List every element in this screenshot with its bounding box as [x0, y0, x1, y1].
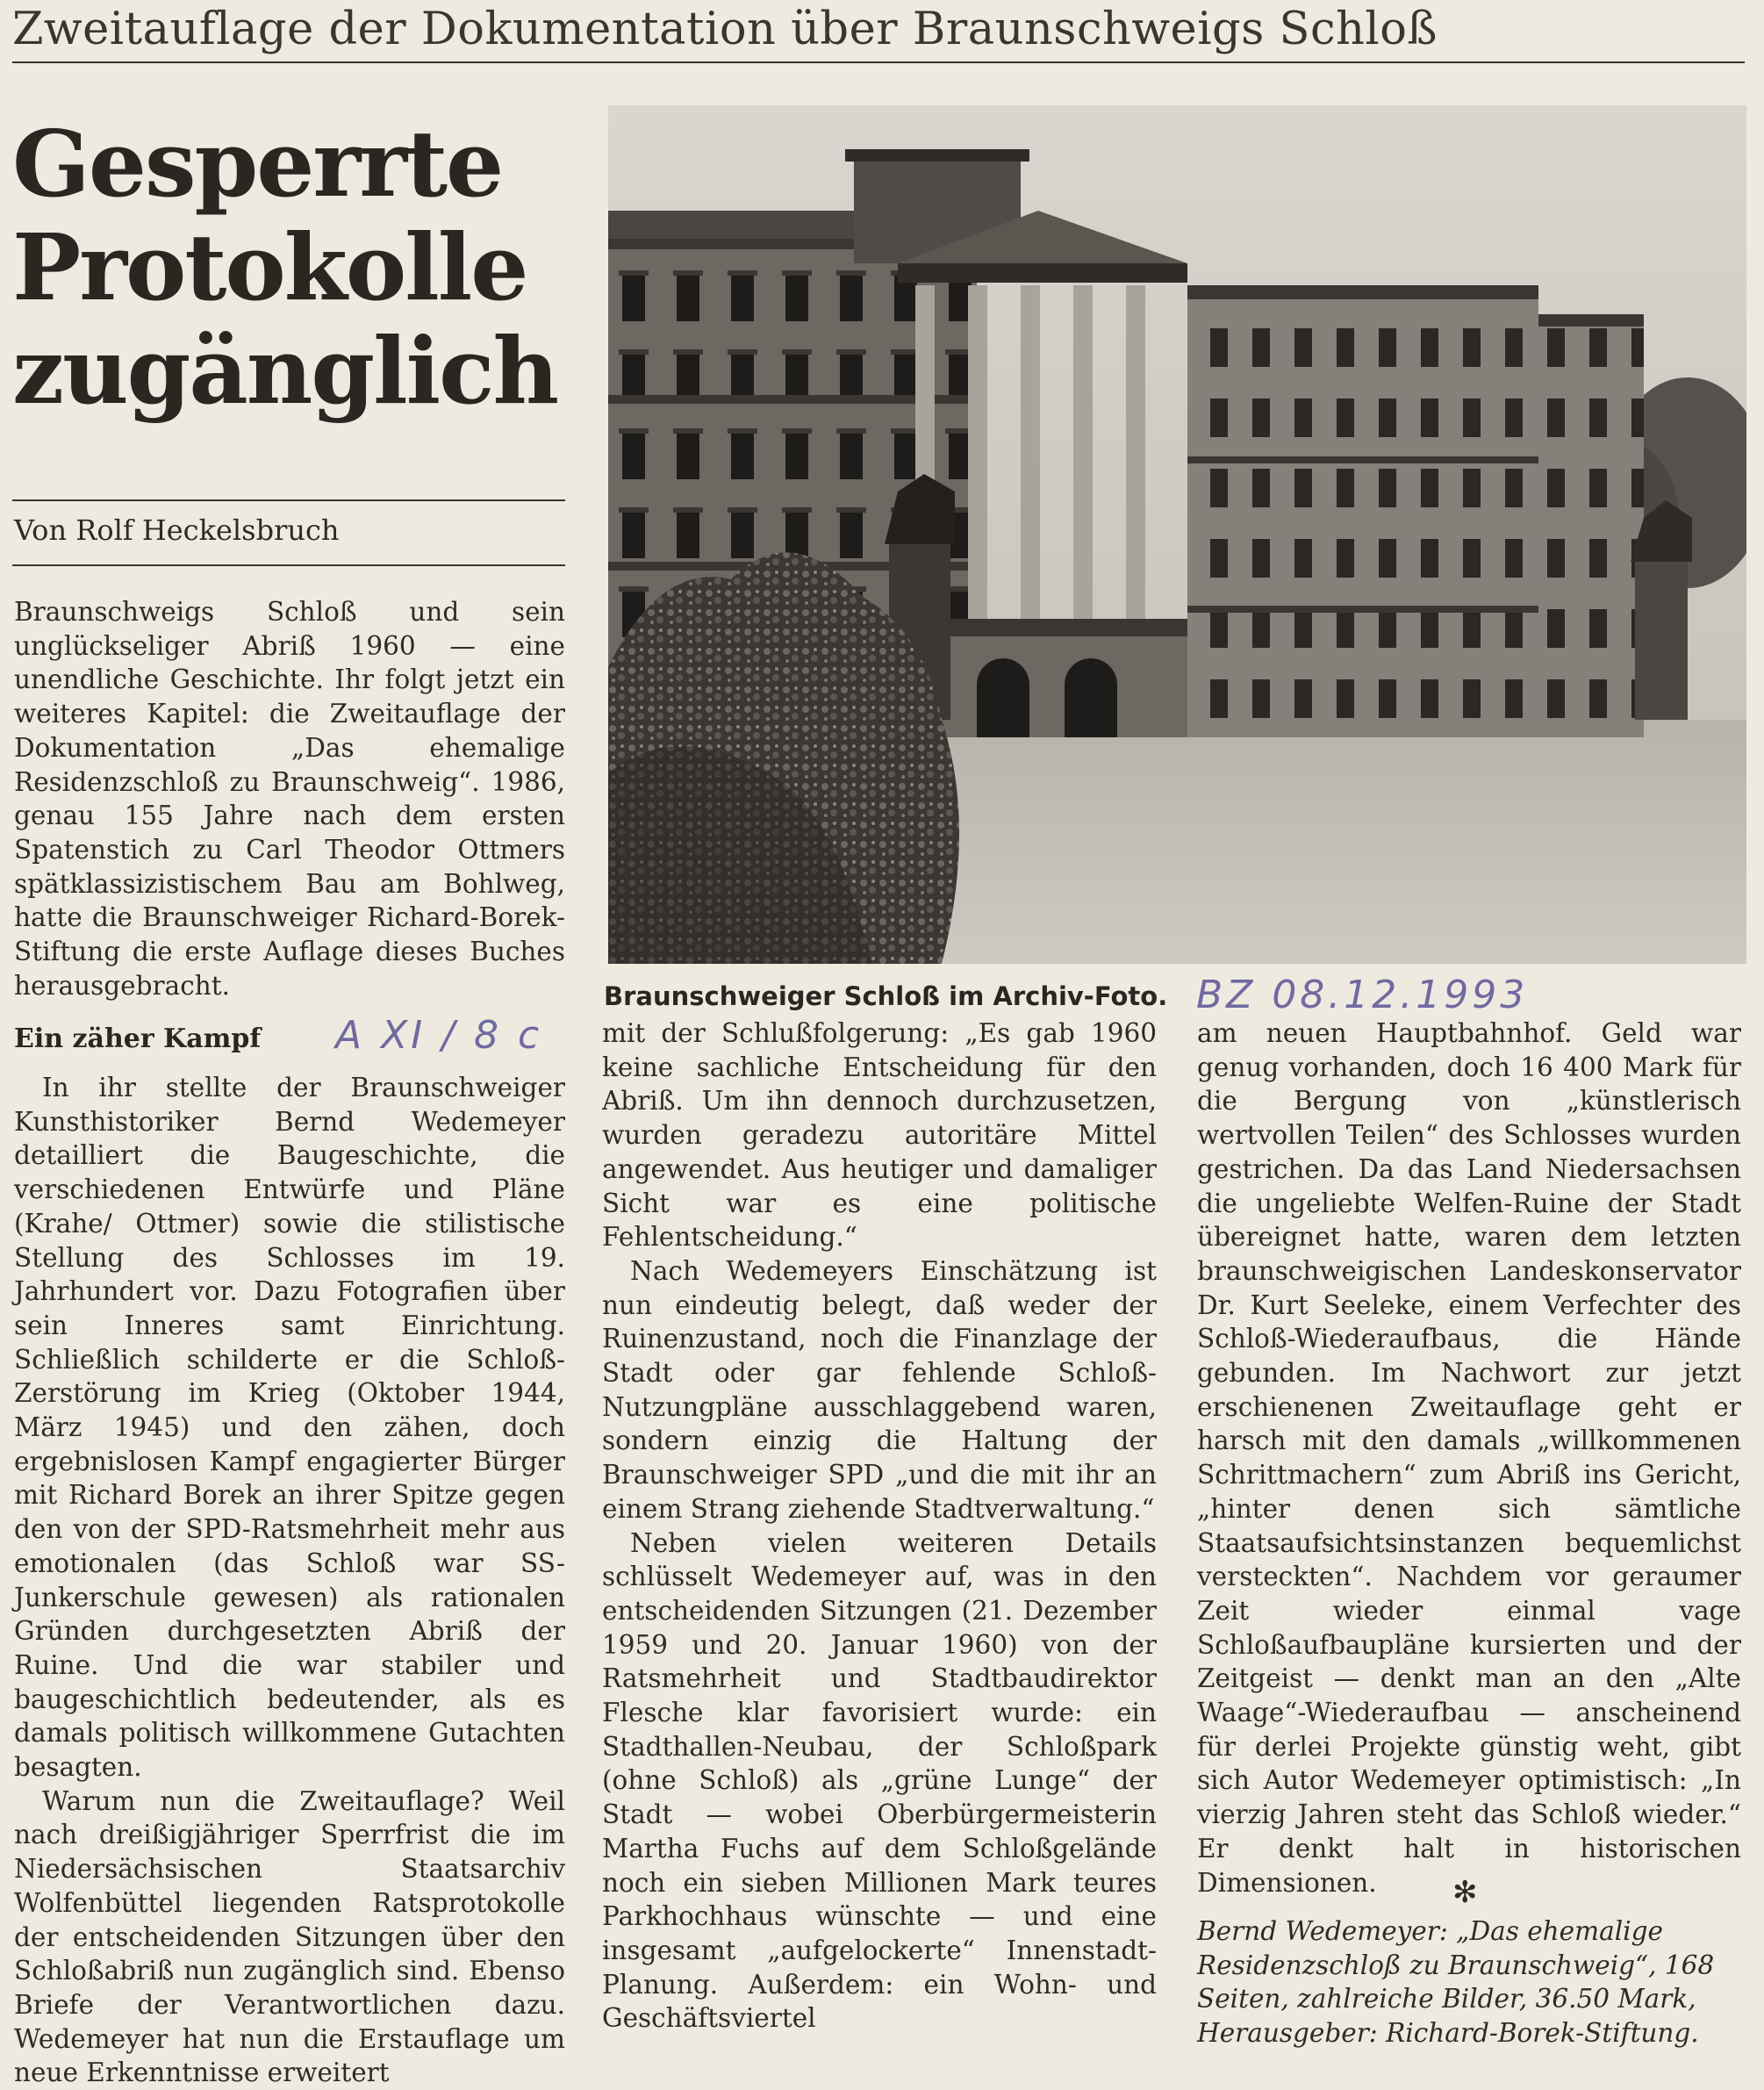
col3-paragraph-1: am neuen Hauptbahnhof. Geld war genug vorhanden, doch 16 400 Mark für die Bergung von „künstlerisch wertvollen Teilen“ des Schlosses wurden gestrichen. Da das Land Niedersachsen die ungeliebte Welfen-Ruine der Stadt übereignet hatte, waren dem letzten braunschweigischen Landeskonservator Dr. Kurt Seeleke, einem Verfechter des Schloß-Wiederaufbaus, die Hände gebunden. Im Nachwort zur jetzt erschienenen Zweitauflage geht er harsch mit den damals „willkommenen Schrittmachern“ zum Abriß ins Gericht, „hinter denen sich sämtliche Staatsaufsichtsinstanzen bequemlichst versteckten“. Nachdem vor geraumer Zeit wieder einmal vage Schloßaufbaupläne kursierten und der Zeitgeist — denkt man an den „Alte Waage“-Wiederaufbau — anscheinend für derlei Projekte günstig weht, gibt sich Autor Wedemeyer optimistisch: „In vierzig Jahren steht das Schloß wieder.“ Er denkt halt in historischen Dimensionen.: [1197, 1018, 1741, 1898]
archive-mark: A XI / 8 c: [335, 1013, 543, 1058]
col1-paragraph-1: In ihr stellte der Braunschweiger Kunsthistoriker Bernd Wedemeyer detailliert die Baugeschichte, die verschiedenen Entwürfe und Pläne (Krahe/ Ottmer) sowie die stilistische Stellung des Schlosses im 19. Jahrhundert vor. Dazu Fotografien über sein Inneres samt Einrichtung. Schließlich schilderte er die Schloß-Zerstörung im Krieg (Oktober 1944, März 1945) und den zähen, doch ergebnislosen Kampf engagierter Bürger mit Richard Borek an ihrer Spitze gegen den von der SPD-Ratsmehrheit mehr aus emotionalen (das Schloß war SS-Junkerschule gewesen) als rationalen Gründen durchgesetzten Abriß der Ruine. Und die war stabiler und baugeschichtlich bedeutender, als es damals politisch willkommene Gutachten besagten.: [14, 1073, 565, 1783]
castle-illustration: [608, 105, 1746, 964]
headline-line-1: Gesperrte: [12, 110, 503, 218]
byline-rule-bottom: [12, 564, 565, 566]
separator-asterisk: ✻: [1452, 1875, 1478, 1910]
byline-rule-top: [12, 499, 565, 501]
castle-photo: [608, 105, 1746, 964]
column-2: [602, 1016, 1157, 2036]
book-footnote: Bernd Wedemeyer: „Das ehemalige Residenzschloß zu Braunschweig“, 168 Seiten, zahlreiche Bilder, 36.50 Mark, Herausgeber: Richard-Borek-Stiftung.: [1197, 1916, 1715, 2049]
byline: Von Rolf Heckelsbruch: [14, 514, 340, 547]
col2-paragraph-2: Nach Wedemeyers Einschätzung ist nun eindeutig belegt, daß weder der Ruinenzustand, noch die Finanzlage der Stadt oder gar fehlende Schloß-Nutzungpläne ausschlaggebend waren, sondern einzig die Haltung der Braunschweiger SPD „und die mit ihr an einem Strang ziehende Stadtverwaltung.“: [602, 1255, 1157, 1524]
date-note: BZ 08.12.1993: [1196, 973, 1529, 1017]
col1-paragraph-2: Warum nun die Zweitauflage? Weil nach dreißigjähriger Sperrfrist die im Niedersächsischen Staatsarchiv Wolfenbüttel liegenden Ratsprotokolle der entscheidenden Sitzungen über den Schloßabriß nun zugänglich sind. Ebenso Briefe der Verantwortlichen dazu. Wedemeyer hat nun die Erstauflage um neue Erkenntnisse erweitert: [14, 1785, 565, 2088]
kicker-headline: Zweitauflage der Dokumentation über Braunschweigs Schloß: [12, 4, 1438, 55]
subhead: Ein zäher Kampf: [14, 1023, 262, 1054]
column-1: [14, 1071, 565, 2090]
headline-line-2: Protokolle: [12, 213, 527, 321]
headline-line-3: zugänglich: [12, 317, 558, 425]
lead-paragraph: Braunschweigs Schloß und sein unglückseliger Abriß 1960 — eine unendliche Geschichte. Ihr folgt jetzt ein weiteres Kapitel: die Zweitauflage der Dokumentation „Das ehemalige Residenzschloß zu Braunschweig“. 1986, genau 155 Jahre nach dem ersten Spatenstich zu Carl Theodor Ottmers spätklassizistischem Bau am Bohlweg, hatte die Braunschweiger Richard-Borek-Stiftung die erste Auflage dieses Buches herausgebracht.: [14, 597, 565, 1001]
column-3: [1197, 1016, 1741, 1900]
col2-paragraph-3: Neben vielen weiteren Details schlüsselt Wedemeyer auf, was in den entscheidenden Sitzungen (21. Dezember 1959 und 20. Januar 1960) von der Ratsmehrheit und Stadtbaudirektor Flesche klar favorisiert wurde: ein Stadthallen-Neubau, der Schloßpark (ohne Schloß) als „grüne Lunge“ der Stadt — wobei Oberbürgermeisterin Martha Fuchs auf dem Schloßgelände noch ein sieben Millionen Mark teures Parkhochhaus wünschte — und eine insgesamt „aufgelockerte“ Innenstadt-Planung. Außerdem: ein Wohn- und Geschäftsviertel: [602, 1527, 1157, 2034]
top-rule: [12, 61, 1745, 63]
main-headline: [12, 112, 574, 423]
col2-paragraph-1: mit der Schlußfolgerung: „Es gab 1960 keine sachliche Entscheidung für den Abriß. Um ihn dennoch durchzusetzen, wurden geradezu autoritäre Mittel angewendet. Aus heutiger und damaliger Sicht war es eine politische Fehlentscheidung.“: [602, 1018, 1157, 1253]
photo-caption: Braunschweiger Schloß im Archiv-Foto.: [604, 981, 1168, 1011]
